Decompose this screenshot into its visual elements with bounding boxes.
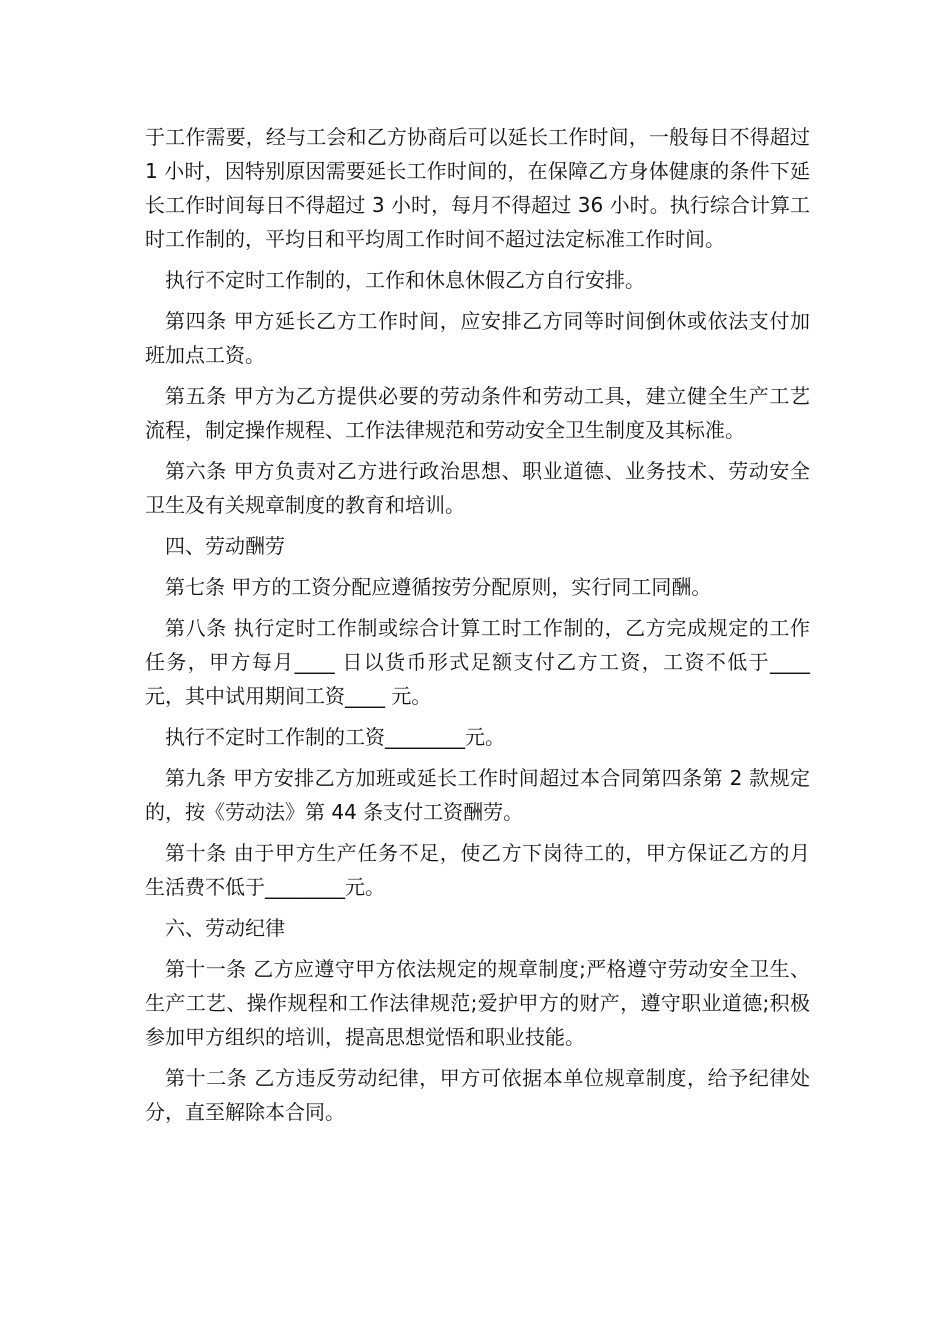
section-heading-discipline: 六、劳动纪律	[165, 916, 285, 940]
paragraph-article-12: 第十二条 乙方违反劳动纪律，甲方可依据本单位规章制度，给予纪律处分，直至解除本合同。	[145, 1066, 810, 1124]
section-heading-remuneration: 四、劳动酬劳	[165, 534, 285, 558]
paragraph-article-5: 第五条 甲方为乙方提供必要的劳动条件和劳动工具，建立健全生产工艺流程，制定操作规程、工作法律规范和劳动安全卫生制度及其标准。	[145, 384, 810, 442]
paragraph-working-hours-continued: 于工作需要，经与工会和乙方协商后可以延长工作时间，一般每日不得超过 1 小时，因特别原因需要延长工作时间的，在保障乙方身体健康的条件下延长工作时间每日不得超过 3 小时，每月不得超过 36 小时。执行综合计算工时工作制的，平均日和平均周工作时间不超过法定标准工作时间。	[145, 125, 810, 251]
paragraph-article-11: 第十一条 乙方应遵守甲方依法规定的规章制度;严格遵守劳动安全卫生、生产工艺、操作规程和工作法律规范;爱护甲方的财产，遵守职业道德;积极参加甲方组织的培训，提高思想觉悟和职业技能。	[145, 957, 810, 1049]
paragraph-article-9: 第九条 甲方安排乙方加班或延长工作时间超过本合同第四条第 2 款规定的，按《劳动法》第 44 条支付工资酬劳。	[145, 766, 810, 824]
paragraph-article-4: 第四条 甲方延长乙方工作时间，应安排乙方同等时间倒休或依法支付加班加点工资。	[145, 309, 810, 367]
paragraph-flexible-hours: 执行不定时工作制的，工作和休息休假乙方自行安排。	[165, 268, 645, 292]
paragraph-article-7: 第七条 甲方的工资分配应遵循按劳分配原则，实行同工同酬。	[165, 575, 712, 599]
document-body	[145, 120, 810, 1136]
paragraph-article-8: 第八条 执行定时工作制或综合计算工时工作制的，乙方完成规定的工作任务，甲方每月____ 日以货币形式足额支付乙方工资，工资不低于____元，其中试用期间工资____ 元。	[145, 616, 810, 708]
paragraph-article-10: 第十条 由于甲方生产任务不足，使乙方下岗待工的，甲方保证乙方的月生活费不低于________元。	[145, 841, 810, 899]
paragraph-flexible-wage: 执行不定时工作制的工资________元。	[165, 725, 505, 749]
paragraph-article-6: 第六条 甲方负责对乙方进行政治思想、职业道德、业务技术、劳动安全卫生及有关规章制度的教育和培训。	[145, 459, 810, 517]
